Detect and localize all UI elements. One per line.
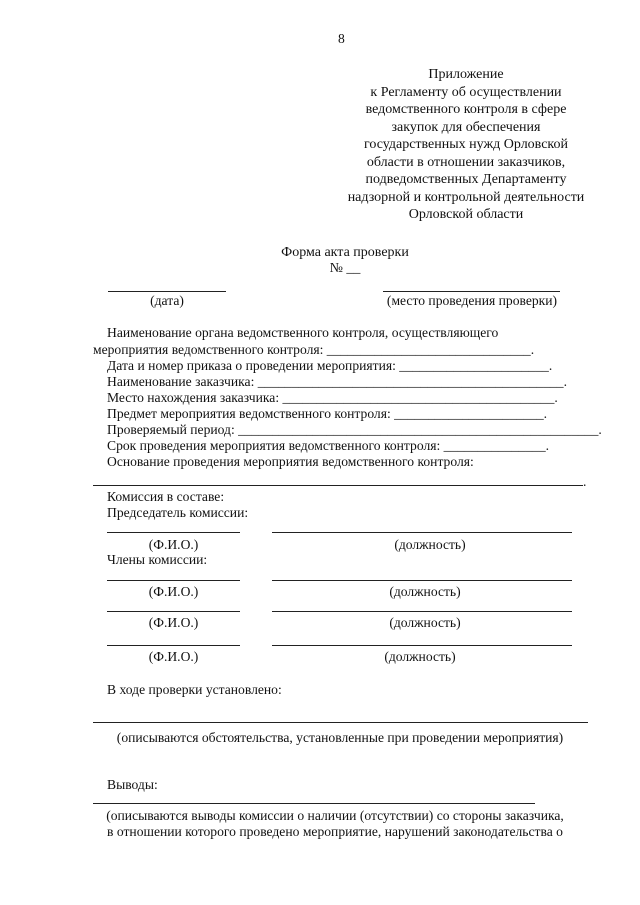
place-caption: (место проведения проверки)	[386, 293, 558, 308]
chairman-label: Председатель комиссии:	[107, 505, 249, 520]
conclusions-caption: (описываются выводы комиссии о наличии (отсутствии) со стороны заказчика,	[106, 808, 564, 823]
customer-location-field: Место нахождения заказчика: ________________________________________.	[107, 390, 558, 405]
order-field: Дата и номер приказа о проведении мероприятия: ______________________.	[107, 358, 553, 373]
position-caption: (должность)	[394, 537, 466, 552]
date-caption: (дата)	[150, 293, 184, 308]
term-field: Срок проведения мероприятия ведомственного контроля: _______________.	[107, 438, 550, 453]
member-position-line	[272, 645, 572, 646]
page-number: 8	[338, 31, 345, 46]
fio-caption: (Ф.И.О.)	[148, 615, 199, 630]
appendix-line: к Регламенту об осуществлении	[370, 84, 562, 100]
member-position-line	[272, 580, 572, 581]
conclusions-line	[93, 803, 535, 804]
member-fio-line	[107, 580, 240, 581]
chairman-position-line	[272, 532, 572, 533]
customer-name-field: Наименование заказчика: _____________________________________________.	[107, 374, 567, 389]
conclusions-caption: в отношении которого проведено мероприятие, нарушений законодательства о	[107, 824, 563, 839]
members-label: Члены комиссии:	[107, 552, 208, 567]
appendix-line: ведомственного контроля в сфере	[365, 102, 567, 117]
appendix-line: Приложение	[428, 67, 504, 82]
established-caption: (описываются обстоятельства, установленные при проведении мероприятия)	[116, 730, 564, 745]
basis-field: Основание проведения мероприятия ведомственного контроля:	[107, 454, 474, 469]
subject-field: Предмет мероприятия ведомственного контроля: ______________________.	[107, 406, 548, 421]
position-caption: (должность)	[384, 649, 456, 664]
position-caption: (должность)	[389, 615, 461, 630]
established-label: В ходе проверки установлено:	[107, 682, 282, 697]
org-field-line2: мероприятия ведомственного контроля: ______________________________.	[93, 342, 535, 357]
appendix-line: подведомственных Департаменту	[365, 172, 567, 187]
position-caption: (должность)	[389, 584, 461, 599]
member-fio-line	[107, 611, 240, 612]
place-line	[383, 291, 560, 292]
conclusions-label: Выводы:	[107, 777, 158, 792]
commission-label: Комиссия в составе:	[107, 489, 225, 504]
appendix-line: государственных нужд Орловской	[363, 137, 569, 152]
fio-caption: (Ф.И.О.)	[148, 649, 199, 664]
form-title: Форма акта проверки	[281, 245, 409, 260]
fio-caption: (Ф.И.О.)	[148, 584, 199, 599]
member-fio-line	[107, 645, 240, 646]
basis-line	[93, 485, 583, 486]
basis-period: .	[583, 474, 587, 489]
established-line	[93, 722, 588, 723]
appendix-block	[334, 66, 598, 224]
appendix-line: закупок для обеспечения	[391, 119, 541, 135]
appendix-line: Орловской области	[408, 207, 524, 222]
date-line	[108, 291, 226, 292]
org-field-line1: Наименование органа ведомственного контроля, осуществляющего	[107, 325, 499, 340]
appendix-line: области в отношении заказчиков,	[366, 154, 566, 170]
act-number: № __	[329, 261, 361, 276]
fio-caption: (Ф.И.О.)	[148, 537, 199, 552]
chairman-fio-line	[107, 532, 240, 533]
member-position-line	[272, 611, 572, 612]
period-field: Проверяемый период: _____________________________________________________.	[107, 422, 602, 437]
appendix-line: надзорной и контрольной деятельности	[347, 189, 585, 205]
